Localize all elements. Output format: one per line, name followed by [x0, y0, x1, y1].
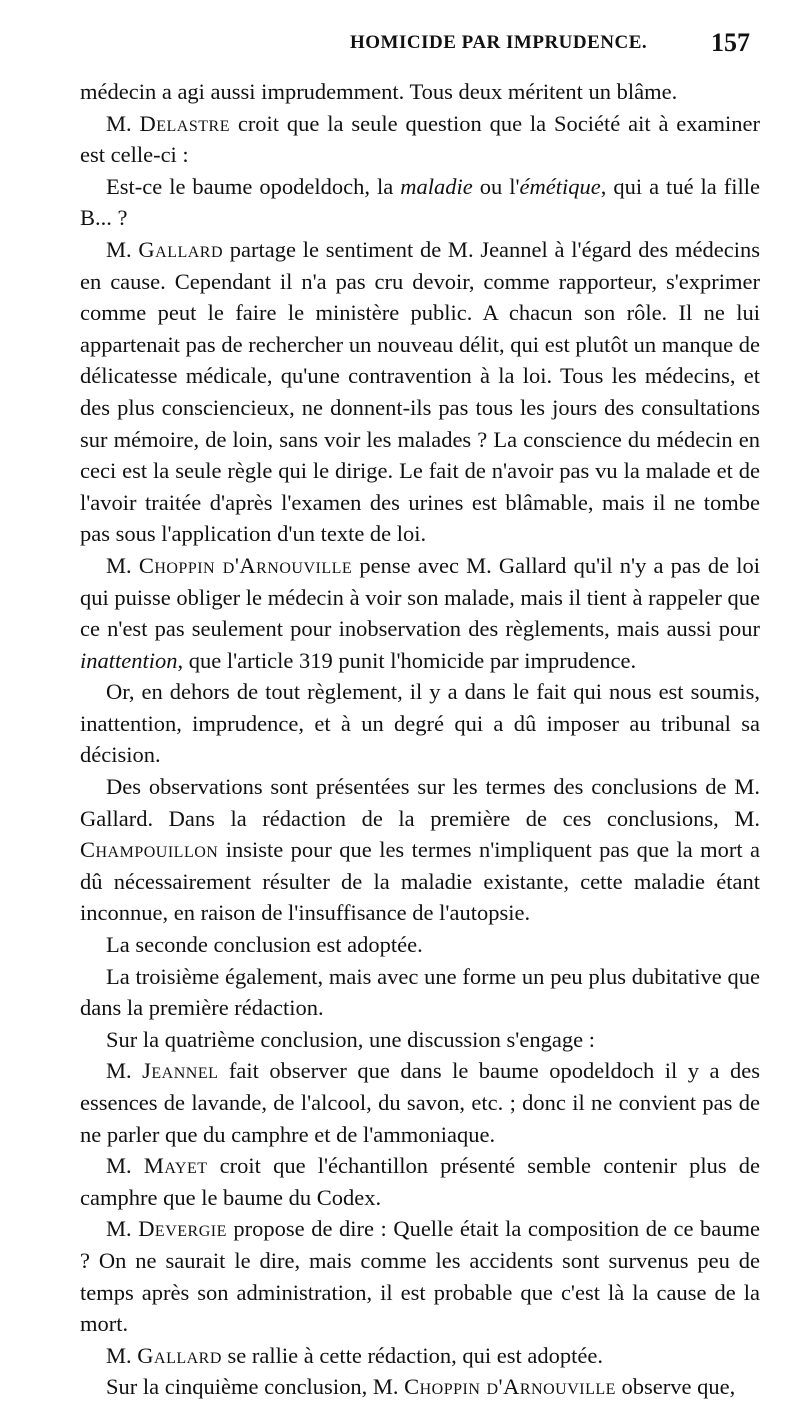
- text-run: propose de dire : Quelle était la composition de ce baume ? On ne saurait le dire, mais comme les accidents sont survenus peu de temps après son administration, il est probable que c'est là la cause de la mort.: [80, 1216, 760, 1337]
- text-run: La troisième également, mais avec une forme un peu plus dubitative que dans la première rédaction.: [80, 963, 760, 1021]
- text-run: fait observer que dans le baume opodeldoch il y a des essences de lavande, de l'alcool, du savon, etc. ; donc il ne convient pas de ne parler que du camphre et de l'ammoniaque.: [80, 1058, 760, 1147]
- text-run: M.: [106, 1153, 144, 1179]
- text-run: M.: [106, 1342, 138, 1368]
- text-run: Or, en dehors de tout règlement, il y a dans le fait qui nous est soumis, inattention, imprudence, et à un degré qui a dû imposer au tribunal sa décision.: [80, 679, 760, 768]
- text-run: M.: [106, 110, 140, 136]
- body-text: [80, 76, 760, 1403]
- text-run: M.: [106, 1216, 139, 1242]
- speaker-name: Delastre: [139, 110, 230, 136]
- speaker-name: Devergie: [138, 1216, 227, 1242]
- paragraph: [80, 771, 760, 929]
- paragraph: [80, 961, 760, 1024]
- paragraph: [80, 1213, 760, 1339]
- paragraph: [80, 234, 760, 550]
- running-title: HOMICIDE PAR IMPRUDENCE.: [350, 32, 648, 53]
- text-run: partage le sentiment de M. Jeannel à l'égard des médecins en cause. Cependant il n'a pas cru devoir, comme rapporteur, s'exprimer comme peut le faire le ministère public. A chacun son rôle. Il ne lui appartenait pas de rechercher un nouveau délit, qui est plutôt un manque de délicatesse médicale, qu'une contravention à la loi. Tous les médecins, et des plus consciencieux, ne donnent-ils pas tous les jours des consultations sur mémoire, de loin, sans voir les malades ? La conscience du médecin en ceci est la seule règle qui le dirige. Le fait de n'avoir pas vu la malade et de l'avoir traitée d'après l'examen des urines est blâmable, mais il ne tombe pas sous l'application d'un texte de loi.: [80, 236, 760, 547]
- emphasis-text: maladie: [400, 173, 473, 199]
- text-run: insiste pour que les termes n'impliquent pas que la mort a dû nécessairement résulter de la maladie existante, cette maladie étant inconnue, en raison de l'insuffisance de l'autopsie.: [80, 837, 760, 926]
- text-run: M.: [106, 552, 139, 578]
- text-run: médecin a agi aussi imprudemment. Tous deux méritent un blâme.: [80, 79, 678, 104]
- speaker-name: Mayet: [143, 1153, 208, 1179]
- paragraph: [80, 1340, 760, 1372]
- paragraph: [80, 1371, 760, 1403]
- emphasis-text: inattention: [80, 647, 178, 673]
- paragraph: [80, 108, 760, 171]
- speaker-name: Gallard: [138, 236, 224, 262]
- text-run: Est-ce le baume opodeldoch, la: [106, 173, 401, 199]
- text-run: croit que la seule question que la Société ait à examiner est celle-ci :: [80, 110, 760, 168]
- text-run: Sur la quatrième conclusion, une discussion s'engage :: [106, 1026, 595, 1052]
- speaker-name: Champouillon: [80, 837, 219, 863]
- text-run: La seconde conclusion est adoptée.: [106, 932, 423, 958]
- text-run: pense avec M. Gallard qu'il n'y a pas de loi qui puisse obliger le médecin à voir son malade, mais il tient à rappeler que ce n'est pas seulement pour inobservation des règlements, mais aussi pour: [80, 552, 760, 642]
- paragraph: [80, 171, 760, 234]
- text-run: se rallie à cette rédaction, qui est adoptée.: [221, 1342, 603, 1368]
- speaker-name: Jeannel: [142, 1058, 219, 1084]
- paragraph: [80, 1024, 760, 1056]
- text-run: observe que,: [615, 1374, 736, 1400]
- paragraph: [80, 1150, 760, 1213]
- emphasis-text: émétique: [519, 173, 601, 199]
- paragraph: [80, 76, 760, 108]
- text-run: croit que l'échantillon présenté semble contenir plus de camphre que le baume du Codex.: [80, 1153, 760, 1210]
- speaker-name: Gallard: [137, 1342, 222, 1368]
- text-run: , qui a tué la fille B... ?: [80, 173, 760, 231]
- text-run: ou l': [472, 173, 520, 199]
- page-header: [80, 0, 760, 70]
- speaker-name: Choppin d'Arnouville: [138, 552, 353, 578]
- text-run: Sur la cinquième conclusion, M.: [106, 1374, 405, 1400]
- text-run: , que l'article 319 punit l'homicide par imprudence.: [177, 647, 637, 673]
- text-run: M.: [106, 1058, 143, 1084]
- paragraph: [80, 550, 760, 676]
- paragraph: [80, 929, 760, 961]
- speaker-name: Choppin d'Arnouville: [404, 1374, 616, 1400]
- text-run: M.: [106, 236, 139, 262]
- paragraph: [80, 676, 760, 771]
- text-run: Des observations sont présentées sur les termes des conclusions de M. Gallard. Dans la rédaction de la première de ces conclusions, M.: [80, 774, 760, 831]
- paragraph: [80, 1055, 760, 1150]
- page-number: 157: [711, 28, 750, 57]
